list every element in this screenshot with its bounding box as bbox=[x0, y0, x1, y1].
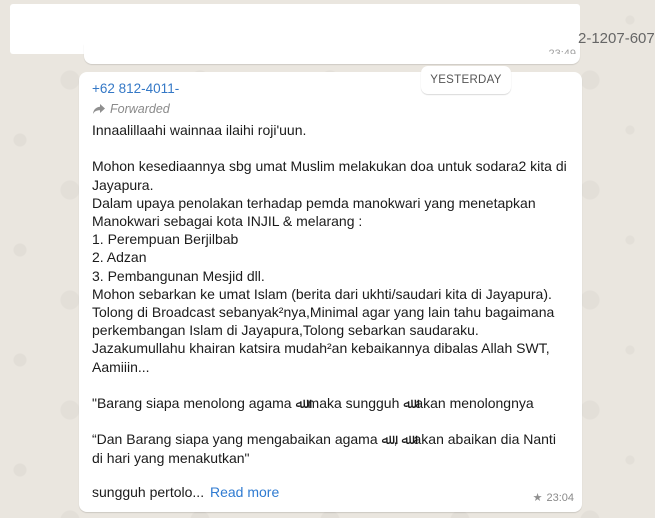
forwarded-message-bubble[interactable] bbox=[79, 72, 582, 512]
read-more-link[interactable]: Read more bbox=[209, 484, 280, 500]
forwarded-indicator bbox=[92, 100, 569, 118]
truncated-text: sungguh pertolo... bbox=[92, 484, 205, 500]
sender-phone-number[interactable]: +62 812-4011- bbox=[92, 81, 180, 96]
date-divider-chip: YESTERDAY bbox=[421, 66, 511, 94]
forward-arrow-icon bbox=[92, 103, 106, 115]
message-truncated-footer bbox=[92, 484, 279, 500]
message-text: Innaalillaahi wainnaa ilaihi roji'uun. Mohon kesediaannya sbg umat Muslim melakukan doa untuk sodara2 kita di Jayapura. Dalam upaya penolakan terhadap pemda manokwari yang menetapkan Manokwari sebagai kota INJIL & melarang : 1. Perempuan Berjilbab 2. Adzan 3. Pembangunan Mesjid dll. Mohon sebarkan ke umat Islam (berita dari ukhti/saudari kita di Jayapura). Tolong di Broadcast sebanyak²nya,Minimal agar yang lain tahu bagaimana perkembangan Islam di Jayapura,Tolong sebarkan saudaraku. Jazakumullahu khairan katsira mudah²an kebaikannya dibalas Allah SWT, Aamiiin... "Barang siapa menolong agama ﷲ maka sungguh ﷲ akan menolongnya “Dan Barang siapa yang mengabaikan agama ﷲ , ﷲ akan abaikan dia Nanti di hari yang menakutkan" bbox=[92, 122, 567, 466]
forwarded-label: Forwarded bbox=[110, 102, 170, 116]
message-meta bbox=[533, 491, 574, 504]
message-time: 23:04 bbox=[546, 491, 574, 504]
previous-message-bubble-bottom bbox=[84, 44, 580, 64]
previous-phone-number-fragment: 2-1207-607 bbox=[578, 30, 655, 47]
star-icon: ★ bbox=[532, 492, 543, 504]
